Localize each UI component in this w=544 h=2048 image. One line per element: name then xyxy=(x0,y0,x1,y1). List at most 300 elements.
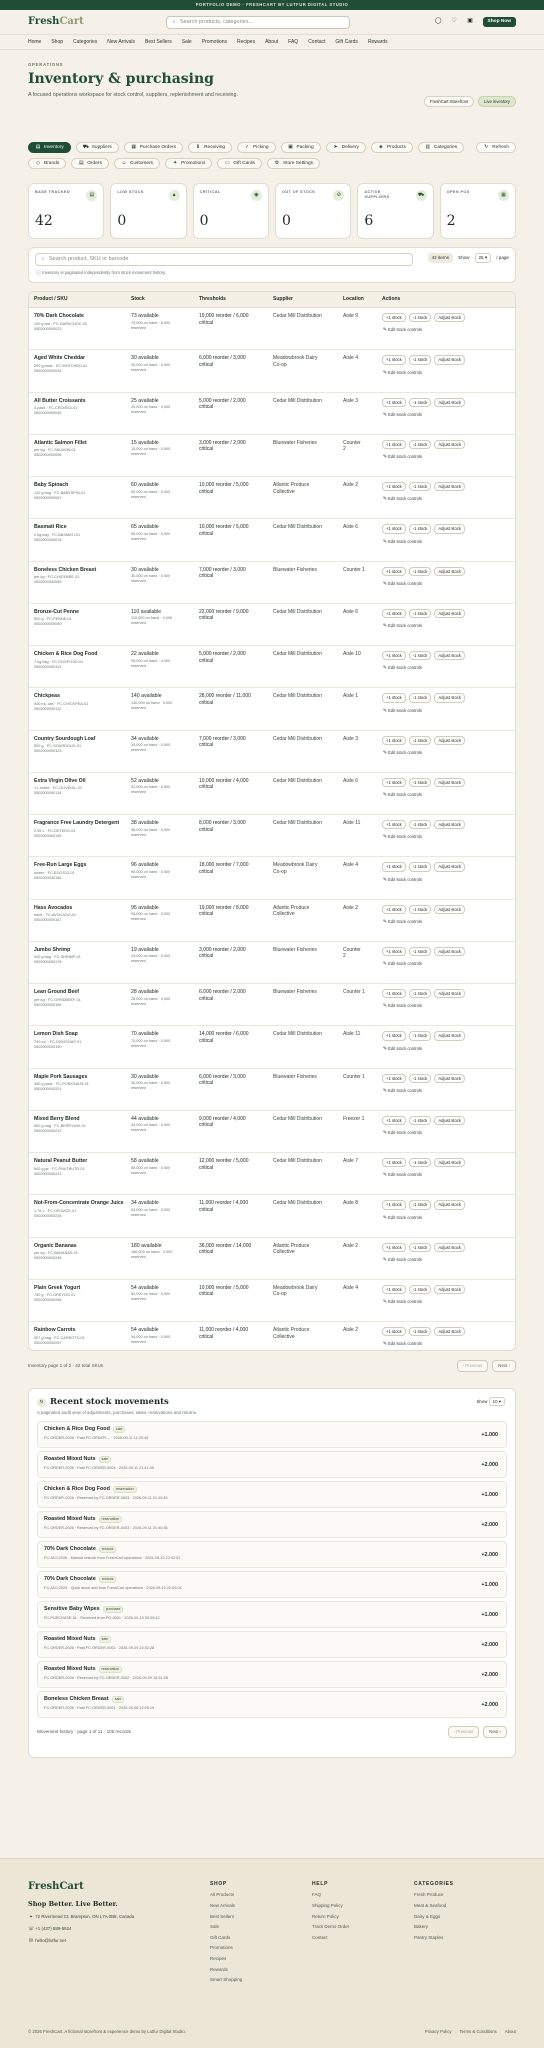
movements-subtitle: A paginated audit view of adjustments, purchases, sales, reservations and returns. xyxy=(37,1409,198,1415)
movement-item xyxy=(37,1451,507,1478)
remove-stock-button[interactable]: -1 stock xyxy=(409,1327,432,1336)
product-sku xyxy=(34,786,131,796)
remove-stock-button[interactable]: -1 stock xyxy=(409,609,432,618)
stock-cell xyxy=(131,1158,199,1194)
reorder-text: 18,000 reorder / 7,000 xyxy=(199,862,249,869)
stock-detail xyxy=(131,828,199,838)
adjust-stock-button[interactable]: Adjust stock xyxy=(434,820,465,829)
inventory-pager-text: Inventory page 1 of 2 · 42 total SKUs xyxy=(28,1363,104,1369)
tab-promotions[interactable] xyxy=(165,158,212,169)
cart-icon[interactable]: ▣ xyxy=(467,18,473,25)
remove-stock-button[interactable]: -1 stock xyxy=(409,820,432,829)
edit-stock-controls-link[interactable] xyxy=(382,1003,515,1009)
edit-stock-controls-link[interactable] xyxy=(382,412,515,418)
on-hand-text: 25,000 on hand · 0,000 xyxy=(131,405,171,409)
sku-text: 600 g bag · FC-BERRYMIX-01 xyxy=(34,1124,86,1129)
movements-page-size-select[interactable]: 10 ▾ xyxy=(489,1397,505,1406)
barcode-text: 0502000000089 xyxy=(34,580,62,585)
reorder-text: 3,000 reorder / 2,000 xyxy=(199,439,246,446)
tab-delivery[interactable] xyxy=(326,142,366,153)
edit-stock-controls-link[interactable] xyxy=(382,1172,515,1178)
supplier-name-cont: Co-op xyxy=(273,361,287,368)
add-stock-button[interactable]: +1 stock xyxy=(382,651,406,660)
adjust-stock-button[interactable]: Adjust stock xyxy=(434,862,465,871)
available-count: 34 available xyxy=(131,1200,159,1207)
movement-detail: FC-ORDER-2026 · Reserved by FC-ORDER-0002 · 2026-09-09 15:31:28 xyxy=(44,1675,168,1680)
wishlist-icon[interactable]: ♡ xyxy=(451,18,457,25)
adjust-stock-button[interactable]: Adjust stock xyxy=(434,1116,465,1125)
tab-products[interactable] xyxy=(371,142,413,153)
available-count: 60 available xyxy=(131,482,159,488)
adjust-stock-button[interactable]: Adjust stock xyxy=(434,355,465,364)
stock-detail xyxy=(131,1123,199,1133)
remove-stock-button[interactable]: -1 stock xyxy=(409,1285,432,1294)
add-stock-button[interactable]: +1 stock xyxy=(382,567,406,576)
edit-stock-controls-link[interactable] xyxy=(382,1088,515,1094)
remove-stock-button[interactable]: -1 stock xyxy=(409,1031,432,1040)
footer-link[interactable]: FAQ xyxy=(312,1892,322,1898)
adjust-stock-button[interactable]: Adjust stock xyxy=(434,693,465,702)
adjust-stock-button[interactable]: Adjust stock xyxy=(434,1158,465,1167)
remove-stock-button[interactable]: -1 stock xyxy=(409,482,432,491)
movement-title xyxy=(44,1666,500,1673)
movement-quantity: +1.000 xyxy=(481,1492,498,1499)
footer-address-text: 72 Rivermead Ct, Brampton, ON L7A 0B8, Canada xyxy=(35,1913,135,1919)
inventory-note-text: Inventory is paginated independently from stock movement history. xyxy=(42,270,166,275)
actions-cell xyxy=(382,693,515,729)
remove-stock-button[interactable]: -1 stock xyxy=(409,1116,432,1125)
tab-orders[interactable] xyxy=(71,158,109,169)
adjust-stock-button[interactable]: Adjust stock xyxy=(434,567,465,576)
stock-buttons xyxy=(382,567,515,576)
footer-link[interactable]: Smart Shopping xyxy=(210,1977,243,1983)
thresholds-cell xyxy=(199,947,273,983)
remove-stock-button[interactable]: -1 stock xyxy=(409,947,432,956)
stock-detail xyxy=(131,1039,199,1049)
nav-link-contact[interactable]: Contact xyxy=(308,38,326,45)
location-text: Aisle 1 xyxy=(343,693,359,700)
supplier-name: Cedar Mill Distribution xyxy=(273,777,322,784)
adjust-stock-button[interactable]: Adjust stock xyxy=(434,1285,465,1294)
legal-link[interactable]: Privacy Policy xyxy=(424,2029,452,2034)
product-sku xyxy=(34,998,131,1008)
product-sku xyxy=(34,617,131,627)
stock-detail xyxy=(131,1250,199,1260)
brand-logo[interactable] xyxy=(28,16,158,29)
remove-stock-button[interactable]: -1 stock xyxy=(409,651,432,660)
product-name: Organic Bananas xyxy=(34,1242,77,1249)
supplier-cell xyxy=(273,820,343,856)
edit-stock-controls-link[interactable] xyxy=(382,961,515,967)
critical-text: critical xyxy=(199,615,214,622)
remove-stock-button[interactable]: -1 stock xyxy=(409,1200,432,1209)
adjust-stock-button[interactable]: Adjust stock xyxy=(434,1327,465,1336)
legal-link[interactable]: Terms & Conditions xyxy=(459,2029,497,2034)
adjust-stock-button[interactable]: Adjust stock xyxy=(434,1074,465,1083)
nav-link-faq[interactable]: FAQ xyxy=(288,38,299,45)
add-stock-button[interactable]: +1 stock xyxy=(382,609,406,618)
movement-type-badge: sale xyxy=(112,1696,125,1702)
remove-stock-button[interactable]: -1 stock xyxy=(409,778,432,787)
remove-stock-button[interactable]: -1 stock xyxy=(409,1158,432,1167)
stock-detail xyxy=(131,447,199,457)
adjust-stock-button[interactable]: Adjust stock xyxy=(434,440,465,449)
remove-stock-button[interactable]: -1 stock xyxy=(409,524,432,533)
location-cell xyxy=(343,1158,382,1194)
footer-phone[interactable] xyxy=(28,1926,210,1932)
adjust-stock-button[interactable]: Adjust stock xyxy=(434,609,465,618)
tab-label: Brands xyxy=(44,160,60,166)
footer-link[interactable]: Bakery xyxy=(414,1924,429,1930)
footer-link[interactable]: Gift Cards xyxy=(210,1934,231,1940)
remove-stock-button[interactable]: -1 stock xyxy=(409,355,432,364)
edit-stock-controls-link[interactable] xyxy=(382,792,515,798)
reorder-text: 10,000 reorder / 5,000 xyxy=(199,524,249,531)
nav-link-categories[interactable]: Categories xyxy=(73,38,98,45)
add-stock-button[interactable]: +1 stock xyxy=(382,1074,406,1083)
adjust-stock-button[interactable]: Adjust stock xyxy=(434,313,465,322)
per-page-label: / page xyxy=(496,255,509,260)
remove-stock-button[interactable]: -1 stock xyxy=(409,736,432,745)
edit-stock-controls-link[interactable] xyxy=(382,919,515,925)
remove-stock-button[interactable]: -1 stock xyxy=(409,862,432,871)
tab-packing[interactable] xyxy=(281,142,321,153)
product-cell xyxy=(34,1200,131,1236)
footer-link[interactable]: Best Sellers xyxy=(210,1913,235,1919)
mail-icon: ✉ xyxy=(28,1938,34,1945)
nav-link-new-arrivals[interactable]: New Arrivals xyxy=(107,38,136,45)
edit-label: Edit stock controls xyxy=(388,1087,422,1093)
stock-cell xyxy=(131,736,199,772)
footer-email[interactable] xyxy=(28,1938,210,1944)
add-stock-button[interactable]: +1 stock xyxy=(382,905,406,914)
footer-link[interactable]: Return Policy xyxy=(312,1913,339,1919)
stock-buttons xyxy=(382,693,515,702)
critical-text: critical xyxy=(199,1206,214,1213)
tab-picking[interactable] xyxy=(237,142,275,153)
reserved-text: reserved xyxy=(131,1128,146,1133)
adjust-stock-button[interactable]: Adjust stock xyxy=(434,651,465,660)
footer-link[interactable]: All Products xyxy=(210,1892,235,1898)
remove-stock-button[interactable]: -1 stock xyxy=(409,905,432,914)
movement-product: Sensitive Baby Wipes xyxy=(44,1606,100,1613)
edit-stock-controls-link[interactable] xyxy=(382,1341,515,1347)
critical-text: critical xyxy=(199,742,214,748)
tab-store-settings[interactable] xyxy=(267,158,320,169)
stock-detail xyxy=(131,490,199,500)
stat-value: 2 xyxy=(446,212,456,229)
add-stock-button[interactable]: +1 stock xyxy=(382,862,406,871)
add-stock-button[interactable]: +1 stock xyxy=(382,1031,406,1040)
available-count: 110 available xyxy=(131,608,162,615)
add-stock-button[interactable]: +1 stock xyxy=(382,482,406,491)
on-hand-text: 65,000 on hand · 0,000 xyxy=(131,531,171,536)
stat-icon: ▲ xyxy=(169,190,180,201)
edit-stock-controls-link[interactable] xyxy=(382,834,515,840)
tab-purchase-orders[interactable] xyxy=(124,142,183,153)
footer-link[interactable]: Rewards xyxy=(210,1966,228,1972)
supplier-name: Bluewater Fisheries xyxy=(273,946,317,953)
page-size-select[interactable]: 25 ▾ xyxy=(475,253,492,263)
edit-stock-controls-link[interactable] xyxy=(382,750,515,756)
next-page-button[interactable]: Next › xyxy=(492,1360,516,1372)
gift-cards-icon: ▭ xyxy=(224,160,230,167)
thresholds-cell xyxy=(199,1074,273,1110)
adjust-stock-button[interactable]: Adjust stock xyxy=(434,778,465,787)
actions-cell xyxy=(382,905,515,941)
add-stock-button[interactable]: +1 stock xyxy=(382,1285,406,1294)
tab-label: Receiving xyxy=(204,144,226,150)
product-name: Free-Run Large Eggs xyxy=(34,862,87,869)
movement-detail: FC-ORDER-2026 · Reserved by FC-ORDER-0003 · 2026-09-11 21:40:46 xyxy=(44,1495,168,1500)
refresh-label: Refresh xyxy=(492,144,509,150)
account-icon[interactable]: ◯ xyxy=(434,18,442,25)
nav-link-promotions[interactable]: Promotions xyxy=(201,38,228,45)
product-cell xyxy=(34,905,131,941)
remove-stock-button[interactable]: -1 stock xyxy=(409,1243,432,1252)
product-sku xyxy=(34,1336,131,1346)
on-hand-text: 96,000 on hand · 0,000 xyxy=(131,869,171,874)
tab-gift-cards[interactable] xyxy=(217,158,262,169)
stock-cell xyxy=(131,567,199,603)
tab-categories[interactable] xyxy=(418,142,464,153)
footer-link[interactable]: Fresh Produce xyxy=(414,1892,444,1898)
footer-link[interactable]: New Arrivals xyxy=(210,1902,236,1908)
add-stock-button[interactable]: +1 stock xyxy=(382,1200,406,1209)
add-stock-button[interactable]: +1 stock xyxy=(382,820,406,829)
nav-link-best-sellers[interactable]: Best Sellers xyxy=(145,38,172,45)
adjust-stock-button[interactable]: Adjust stock xyxy=(434,1243,465,1252)
movements-previous-button[interactable]: ‹ Previous xyxy=(448,1726,480,1738)
supplier-cell xyxy=(273,778,343,814)
sku-text: 750 g · FC-GRKYOG-01 xyxy=(34,1293,76,1298)
critical-text: critical xyxy=(199,1037,214,1044)
on-hand-text: 26,000 on hand · 4,000 xyxy=(131,658,171,663)
refresh-button[interactable] xyxy=(476,142,516,153)
edit-stock-controls-link[interactable] xyxy=(382,581,515,587)
tab-customers[interactable] xyxy=(114,158,160,169)
movements-page-size xyxy=(476,1399,505,1405)
footer-link[interactable]: Promotions xyxy=(210,1945,233,1951)
remove-stock-button[interactable]: -1 stock xyxy=(409,567,432,576)
stock-cell xyxy=(131,1243,199,1279)
edit-stock-controls-link[interactable] xyxy=(382,1130,515,1136)
add-stock-button[interactable]: +1 stock xyxy=(382,313,406,322)
barcode-text: 0502000000090 xyxy=(34,622,62,627)
edit-stock-controls-link[interactable] xyxy=(382,1299,515,1305)
stock-movements-panel xyxy=(28,1388,516,1758)
edit-stock-controls-link[interactable] xyxy=(382,1046,515,1052)
sku-text: 1.75 L · FC-ORJUICE-01 xyxy=(34,1208,77,1213)
search-icon: ⌕ xyxy=(41,256,45,263)
edit-stock-controls-link[interactable] xyxy=(382,1215,515,1221)
copyright: © 2026 FreshCart. A fictional storefront & experience demo by Lutfur Digital Studio. xyxy=(28,2029,186,2034)
product-cell xyxy=(34,778,131,814)
edit-icon: ✎ xyxy=(382,369,388,376)
supplier-cell xyxy=(273,1243,343,1279)
edit-stock-controls-link[interactable] xyxy=(382,623,515,629)
remove-stock-button[interactable]: -1 stock xyxy=(409,989,432,998)
remove-stock-button[interactable]: -1 stock xyxy=(409,693,432,702)
reorder-text: 8,000 reorder / 3,000 xyxy=(199,820,246,826)
edit-stock-controls-link[interactable] xyxy=(382,665,515,671)
adjust-stock-button[interactable]: Adjust stock xyxy=(434,1031,465,1040)
location-text-cont: 2 xyxy=(343,953,346,960)
inventory-search-input[interactable] xyxy=(35,253,413,266)
footer-link[interactable]: Sale xyxy=(210,1924,220,1930)
movements-list xyxy=(37,1421,507,1718)
edit-stock-controls-link[interactable] xyxy=(382,539,515,545)
movement-item xyxy=(37,1601,507,1628)
critical-text: critical xyxy=(199,1333,214,1340)
tab-receiving[interactable] xyxy=(188,142,232,153)
remove-stock-button[interactable]: -1 stock xyxy=(409,313,432,322)
stock-cell xyxy=(131,989,199,1025)
adjust-stock-button[interactable]: Adjust stock xyxy=(434,482,465,491)
edit-stock-controls-link[interactable] xyxy=(382,496,515,502)
reserved-text: reserved xyxy=(131,959,146,964)
supplier-name: Cedar Mill Distribution xyxy=(273,1158,322,1164)
stock-cell xyxy=(131,1074,199,1110)
tab-inventory[interactable] xyxy=(28,142,71,153)
legal-link[interactable]: About xyxy=(504,2029,516,2034)
stock-detail xyxy=(131,574,199,584)
product-sku xyxy=(34,871,131,881)
adjust-stock-button[interactable]: Adjust stock xyxy=(434,947,465,956)
remove-stock-button[interactable]: -1 stock xyxy=(409,1074,432,1083)
add-stock-button[interactable]: +1 stock xyxy=(382,355,406,364)
adjust-stock-button[interactable]: Adjust stock xyxy=(434,524,465,533)
critical-text: critical xyxy=(199,446,214,453)
add-stock-button[interactable]: +1 stock xyxy=(382,1243,406,1252)
footer-link[interactable]: Shipping Policy xyxy=(312,1902,343,1908)
edit-stock-controls-link[interactable] xyxy=(382,327,515,333)
nav-link-about[interactable]: About xyxy=(265,38,279,45)
add-stock-button[interactable]: +1 stock xyxy=(382,989,406,998)
page-title: Inventory & purchasing xyxy=(28,71,214,88)
shop-now-button[interactable]: Shop Now xyxy=(483,17,516,27)
edit-stock-controls-link[interactable] xyxy=(382,708,515,714)
nav-link-shop[interactable]: Shop xyxy=(51,38,64,45)
location-cell xyxy=(343,482,382,518)
reorder-text: 36,000 reorder / 14,000 xyxy=(199,1242,252,1249)
remove-stock-button[interactable]: -1 stock xyxy=(409,440,432,449)
available-count: 44 available xyxy=(131,1115,159,1122)
on-hand-text: 28,000 on hand · 0,000 xyxy=(131,996,171,1001)
add-stock-button[interactable]: +1 stock xyxy=(382,524,406,533)
product-name: Bronze-Cut Penne xyxy=(34,608,79,615)
nav-link-rewards[interactable]: Rewards xyxy=(367,38,388,45)
inventory-meta xyxy=(428,253,509,263)
location-text: Aisle 2 xyxy=(343,904,359,911)
edit-icon: ✎ xyxy=(382,1172,388,1179)
adjust-stock-button[interactable]: Adjust stock xyxy=(434,736,465,745)
stock-detail xyxy=(131,701,199,711)
movements-next-button[interactable]: Next › xyxy=(483,1726,507,1738)
footer-link[interactable]: Meat & Seafood xyxy=(414,1902,447,1908)
stock-cell xyxy=(131,862,199,898)
thresholds-cell xyxy=(199,693,273,729)
stock-buttons xyxy=(382,398,515,407)
nav-link-gift-cards[interactable]: Gift Cards xyxy=(335,38,358,45)
table-row xyxy=(29,773,515,815)
movement-product: Roasted Mixed Nuts xyxy=(44,1636,96,1643)
critical-text: critical xyxy=(199,868,214,875)
barcode-text: 0502000000223 xyxy=(34,1171,62,1176)
product-cell xyxy=(34,313,131,349)
add-stock-button[interactable]: +1 stock xyxy=(382,1327,406,1336)
edit-stock-controls-link[interactable] xyxy=(382,877,515,883)
nav-link-recipes[interactable]: Recipes xyxy=(237,38,256,45)
reserved-text: reserved xyxy=(131,917,146,922)
edit-label: Edit stock controls xyxy=(388,1045,422,1051)
movement-quantity: +2.000 xyxy=(481,1522,498,1529)
footer-link[interactable]: Track Demo Order xyxy=(312,1924,350,1930)
thresholds-cell xyxy=(199,862,273,898)
edit-stock-controls-link[interactable] xyxy=(382,1257,515,1263)
add-stock-button[interactable]: +1 stock xyxy=(382,693,406,702)
footer-link[interactable]: Recipes xyxy=(210,1956,227,1961)
footer-column-title: HELP xyxy=(312,1881,329,1887)
barcode-text: 0502000000245 xyxy=(34,1256,62,1261)
add-stock-button[interactable]: +1 stock xyxy=(382,778,406,787)
nav-link-sale[interactable]: Sale xyxy=(181,38,192,45)
tab-suppliers[interactable] xyxy=(76,142,119,153)
reserved-text: reserved xyxy=(131,1255,146,1260)
location-text: Aisle 4 xyxy=(343,862,359,869)
footer-logo[interactable]: FreshCart xyxy=(28,1881,84,1892)
reorder-text: 6,000 reorder / 3,000 xyxy=(199,1073,246,1080)
supplier-name-cont: Collective xyxy=(273,911,295,917)
tab-label: Picking xyxy=(253,144,269,150)
header-search-input[interactable] xyxy=(166,16,350,29)
sku-text: each · FC-AVOCADO-01 xyxy=(34,913,77,917)
add-stock-button[interactable]: +1 stock xyxy=(382,398,406,407)
tab-brands[interactable] xyxy=(28,158,66,169)
add-stock-button[interactable]: +1 stock xyxy=(382,736,406,745)
add-stock-button[interactable]: +1 stock xyxy=(382,1116,406,1125)
footer-link[interactable]: Contact xyxy=(312,1934,328,1940)
footer-link[interactable]: Dairy & Eggs xyxy=(414,1913,441,1919)
adjust-stock-button[interactable]: Adjust stock xyxy=(434,905,465,914)
add-stock-button[interactable]: +1 stock xyxy=(382,947,406,956)
add-stock-button[interactable]: +1 stock xyxy=(382,1158,406,1167)
movement-type-badge: restock xyxy=(99,1576,117,1582)
barcode-text: 0502000000201 xyxy=(34,1087,62,1092)
previous-page-button[interactable]: ‹ Previous xyxy=(457,1360,489,1372)
stat-icon: ◉ xyxy=(251,190,262,201)
edit-stock-controls-link[interactable] xyxy=(382,370,515,376)
barcode-text: 0502000000101 xyxy=(34,664,62,669)
product-cell xyxy=(34,482,131,518)
supplier-name: Cedar Mill Distribution xyxy=(273,735,322,742)
footer-link[interactable]: Pantry Staples xyxy=(414,1934,444,1940)
adjust-stock-button[interactable]: Adjust stock xyxy=(434,398,465,407)
movement-product: Roasted Mixed Nuts xyxy=(44,1516,96,1523)
reorder-text: 5,000 reorder / 2,000 xyxy=(199,651,246,657)
movement-detail: FC-PURCHASE-01 · Received from PO-0001 · 2026-09-10 09:09:42 xyxy=(44,1615,160,1620)
adjust-stock-button[interactable]: Adjust stock xyxy=(434,1200,465,1209)
nav-link-home[interactable]: Home xyxy=(28,38,42,45)
add-stock-button[interactable]: +1 stock xyxy=(382,440,406,449)
table-row xyxy=(29,562,515,604)
edit-stock-controls-link[interactable] xyxy=(382,454,515,460)
remove-stock-button[interactable]: -1 stock xyxy=(409,398,432,407)
stock-detail xyxy=(131,954,199,964)
on-hand-text: 54,000 on hand · 0,000 xyxy=(131,1292,171,1297)
adjust-stock-button[interactable]: Adjust stock xyxy=(434,989,465,998)
storefront-pill[interactable]: FreshCart Storefront xyxy=(424,96,474,107)
